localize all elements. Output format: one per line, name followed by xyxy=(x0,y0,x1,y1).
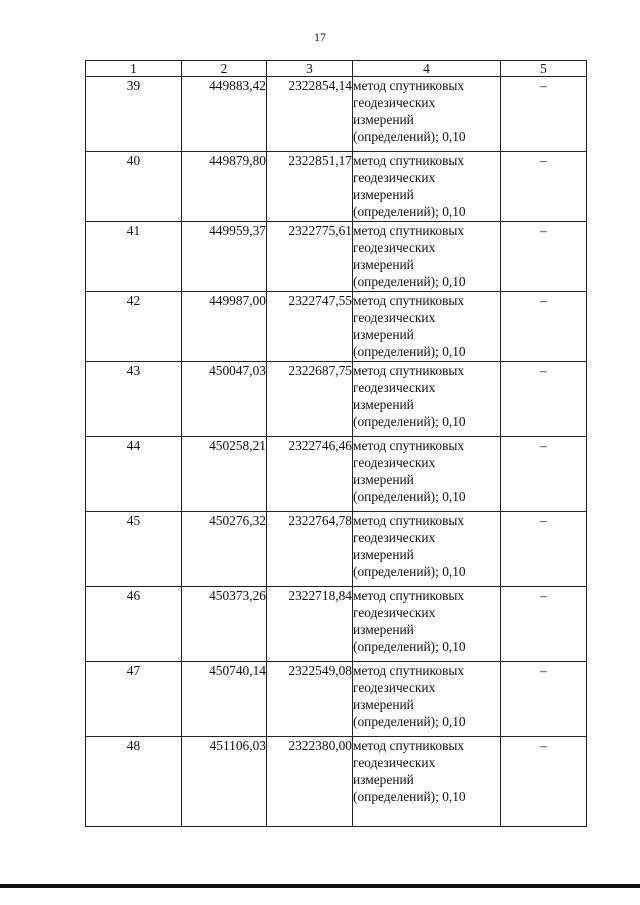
method-text-line: измерений xyxy=(353,257,414,272)
point-number-cell: 39 xyxy=(86,77,182,152)
method-cell xyxy=(353,152,501,222)
method-cell xyxy=(353,587,501,662)
method-text-line: метод спутниковых xyxy=(353,153,465,168)
method-cell xyxy=(353,512,501,587)
x-coordinate-cell: 449879,80 xyxy=(182,152,267,222)
x-coordinate-cell: 449987,00 xyxy=(182,292,267,362)
note-cell: – xyxy=(501,512,587,587)
point-number-cell: 43 xyxy=(86,362,182,437)
method-cell xyxy=(353,362,501,437)
method-text-line: геодезических xyxy=(353,170,436,185)
method-text-line: (определений); 0,10 xyxy=(353,489,466,504)
column-header-3: 3 xyxy=(267,61,353,77)
table-row xyxy=(86,512,587,587)
method-text-line: метод спутниковых xyxy=(353,513,465,528)
method-cell xyxy=(353,222,501,292)
method-text-line: измерений xyxy=(353,187,414,202)
point-number-cell: 40 xyxy=(86,152,182,222)
table-row xyxy=(86,587,587,662)
method-text-line: измерений xyxy=(353,472,414,487)
x-coordinate-cell: 450276,32 xyxy=(182,512,267,587)
note-cell: – xyxy=(501,737,587,827)
method-cell xyxy=(353,77,501,152)
method-text-line: геодезических xyxy=(353,605,436,620)
bottom-rule xyxy=(0,884,640,888)
note-cell: – xyxy=(501,587,587,662)
note-cell: – xyxy=(501,362,587,437)
method-text-line: (определений); 0,10 xyxy=(353,714,466,729)
point-number-cell: 41 xyxy=(86,222,182,292)
table-row xyxy=(86,152,587,222)
note-cell: – xyxy=(501,152,587,222)
method-text-line: геодезических xyxy=(353,530,436,545)
point-number-cell: 44 xyxy=(86,437,182,512)
point-number-cell: 47 xyxy=(86,662,182,737)
x-coordinate-cell: 450047,03 xyxy=(182,362,267,437)
y-coordinate-cell: 2322854,14 xyxy=(267,77,353,152)
y-coordinate-cell: 2322775,61 xyxy=(267,222,353,292)
note-cell: – xyxy=(501,222,587,292)
point-number-cell: 45 xyxy=(86,512,182,587)
method-text-line: метод спутниковых xyxy=(353,438,465,453)
method-cell xyxy=(353,737,501,827)
method-text-line: геодезических xyxy=(353,380,436,395)
method-text-line: (определений); 0,10 xyxy=(353,564,466,579)
coordinates-table xyxy=(85,60,587,827)
note-cell: – xyxy=(501,437,587,512)
method-text-line: метод спутниковых xyxy=(353,223,465,238)
method-text-line: метод спутниковых xyxy=(353,78,465,93)
table-row xyxy=(86,77,587,152)
method-text-line: метод спутниковых xyxy=(353,588,465,603)
y-coordinate-cell: 2322764,78 xyxy=(267,512,353,587)
note-cell: – xyxy=(501,662,587,737)
method-cell xyxy=(353,292,501,362)
y-coordinate-cell: 2322746,46 xyxy=(267,437,353,512)
method-cell xyxy=(353,437,501,512)
method-text-line: метод спутниковых xyxy=(353,738,465,753)
table-row xyxy=(86,662,587,737)
method-text-line: геодезических xyxy=(353,755,436,770)
point-number-cell: 42 xyxy=(86,292,182,362)
y-coordinate-cell: 2322549,08 xyxy=(267,662,353,737)
method-text-line: измерений xyxy=(353,622,414,637)
x-coordinate-cell: 449959,37 xyxy=(182,222,267,292)
column-header-4: 4 xyxy=(353,61,501,77)
method-cell xyxy=(353,662,501,737)
table-row xyxy=(86,222,587,292)
method-text-line: измерений xyxy=(353,697,414,712)
point-number-cell: 46 xyxy=(86,587,182,662)
y-coordinate-cell: 2322851,17 xyxy=(267,152,353,222)
point-number-cell: 48 xyxy=(86,737,182,827)
y-coordinate-cell: 2322687,75 xyxy=(267,362,353,437)
note-cell: – xyxy=(501,77,587,152)
column-header-5: 5 xyxy=(501,61,587,77)
method-text-line: геодезических xyxy=(353,310,436,325)
page-number: 17 xyxy=(314,30,326,44)
method-text-line: метод спутниковых xyxy=(353,363,465,378)
method-text-line: (определений); 0,10 xyxy=(353,789,466,804)
method-text-line: (определений); 0,10 xyxy=(353,414,466,429)
y-coordinate-cell: 2322747,55 xyxy=(267,292,353,362)
column-header-2: 2 xyxy=(182,61,267,77)
method-text-line: метод спутниковых xyxy=(353,663,465,678)
column-header-1: 1 xyxy=(86,61,182,77)
method-text-line: геодезических xyxy=(353,240,436,255)
method-text-line: (определений); 0,10 xyxy=(353,274,466,289)
y-coordinate-cell: 2322718,84 xyxy=(267,587,353,662)
method-text-line: геодезических xyxy=(353,680,436,695)
method-text-line: (определений); 0,10 xyxy=(353,639,466,654)
method-text-line: (определений); 0,10 xyxy=(353,344,466,359)
note-cell: – xyxy=(501,292,587,362)
table-row xyxy=(86,362,587,437)
method-text-line: (определений); 0,10 xyxy=(353,204,466,219)
table-row xyxy=(86,292,587,362)
method-text-line: геодезических xyxy=(353,95,436,110)
method-text-line: измерений xyxy=(353,112,414,127)
method-text-line: измерений xyxy=(353,547,414,562)
x-coordinate-cell: 449883,42 xyxy=(182,77,267,152)
method-text-line: (определений); 0,10 xyxy=(353,129,466,144)
x-coordinate-cell: 451106,03 xyxy=(182,737,267,827)
method-text-line: геодезических xyxy=(353,455,436,470)
table-row xyxy=(86,437,587,512)
method-text-line: измерений xyxy=(353,772,414,787)
x-coordinate-cell: 450373,26 xyxy=(182,587,267,662)
x-coordinate-cell: 450258,21 xyxy=(182,437,267,512)
x-coordinate-cell: 450740,14 xyxy=(182,662,267,737)
method-text-line: измерений xyxy=(353,327,414,342)
y-coordinate-cell: 2322380,00 xyxy=(267,737,353,827)
table-body xyxy=(86,77,587,827)
table-header-row xyxy=(86,61,587,77)
method-text-line: измерений xyxy=(353,397,414,412)
method-text-line: метод спутниковых xyxy=(353,293,465,308)
table-row xyxy=(86,737,587,827)
